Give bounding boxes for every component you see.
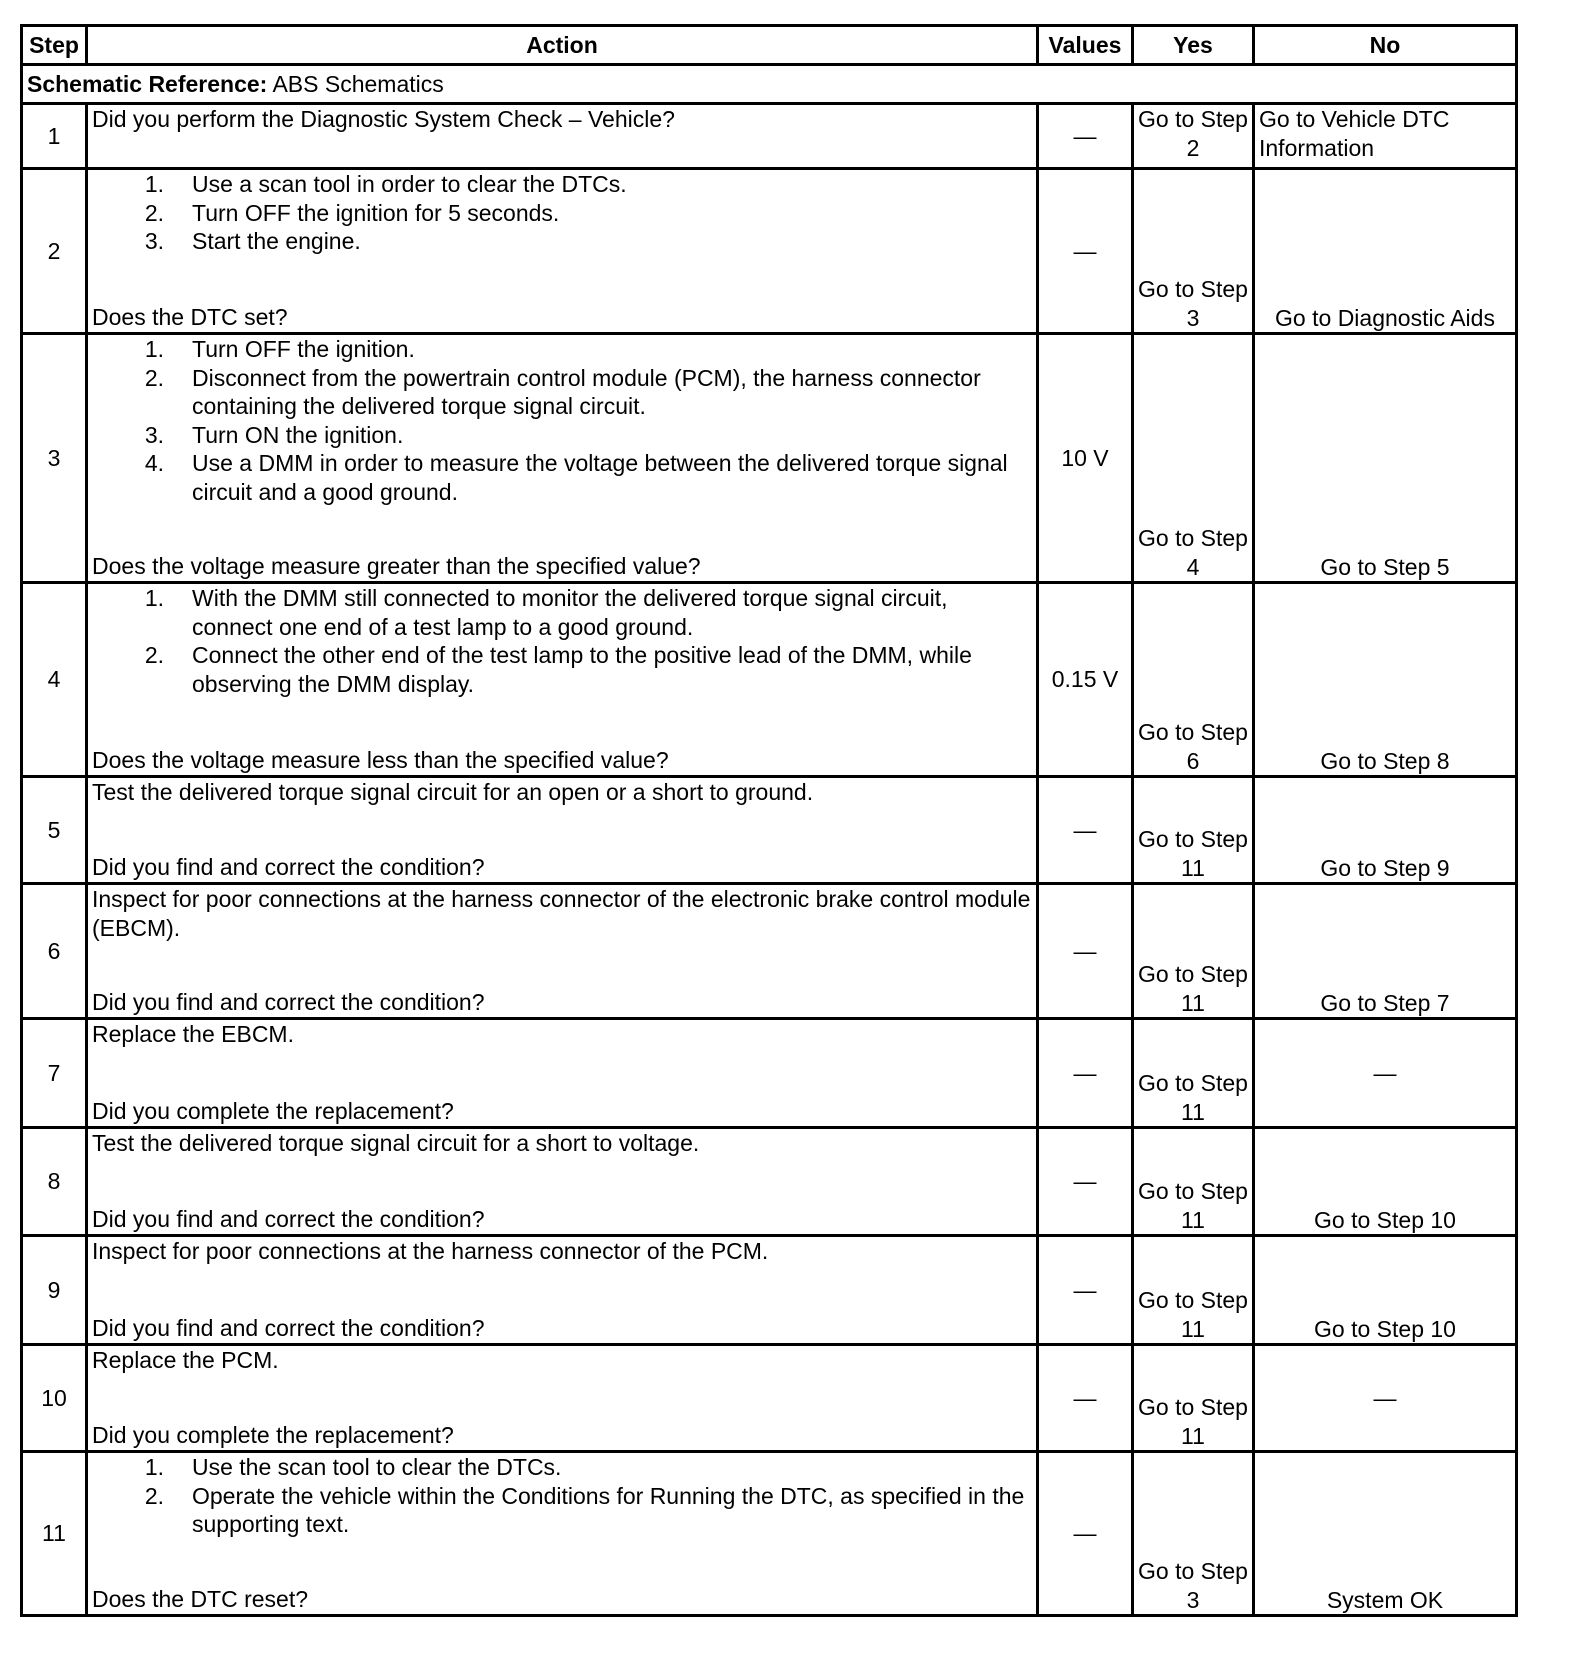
step-number: 2. — [144, 364, 164, 391]
yes-cell[interactable]: Go to Step 11 — [1133, 777, 1254, 884]
step-number-cell: 2 — [22, 169, 87, 334]
values-cell: 10 V — [1038, 334, 1133, 583]
action-step — [92, 1453, 1032, 1482]
action-step — [92, 335, 1032, 364]
header-row — [22, 26, 1517, 65]
action-cell — [87, 104, 1038, 169]
no-cell[interactable]: Go to Step 7 — [1254, 884, 1517, 1019]
action-question: Did you complete the replacement? — [92, 1421, 454, 1448]
values-cell: — — [1038, 104, 1133, 169]
action-step-text: Disconnect from the powertrain control module (PCM), the harness connector containing the delivered torque signal circuit. — [192, 364, 981, 419]
action-text: Replace the EBCM. — [92, 1021, 294, 1047]
action-step — [92, 170, 1032, 199]
action-steps — [92, 584, 1032, 698]
step-number: 3. — [144, 421, 164, 448]
action-step-text: Use a DMM in order to measure the voltage between the delivered torque signal circuit and a good ground. — [192, 450, 1008, 505]
header-values: Values — [1038, 26, 1133, 65]
action-cell — [87, 884, 1038, 1019]
values-cell: — — [1038, 1345, 1133, 1452]
step-number: 3. — [144, 228, 164, 254]
step-number: 1. — [144, 585, 164, 611]
action-step — [92, 227, 1032, 256]
step-number: 4. — [144, 450, 164, 476]
header-action: Action — [87, 26, 1038, 65]
action-text: Test the delivered torque signal circuit for an open or a short to ground. — [92, 779, 814, 805]
action-step — [92, 584, 1032, 641]
yes-cell[interactable]: Go to Step 11 — [1133, 1128, 1254, 1236]
table-row — [22, 583, 1517, 777]
action-text: Inspect for poor connections at the harness connector of the electronic brake control module (EBCM). — [92, 886, 1031, 941]
action-cell — [87, 1128, 1038, 1236]
no-cell[interactable]: Go to Step 9 — [1254, 777, 1517, 884]
header-step: Step — [22, 26, 87, 65]
action-cell — [87, 1019, 1038, 1128]
action-step — [92, 364, 1032, 421]
no-cell[interactable]: Go to Diagnostic Aids — [1254, 169, 1517, 334]
table-row — [22, 1236, 1517, 1345]
table-row — [22, 104, 1517, 169]
action-question: Did you find and correct the condition? — [92, 988, 485, 1015]
action-step-text: Start the engine. — [192, 228, 361, 254]
header-no: No — [1254, 26, 1517, 65]
action-step-text: Turn OFF the ignition. — [192, 336, 415, 362]
action-step — [92, 641, 1032, 698]
action-steps — [92, 170, 1032, 256]
yes-cell[interactable]: Go to Step 6 — [1133, 583, 1254, 777]
no-cell[interactable]: — — [1254, 1345, 1517, 1452]
values-cell: — — [1038, 1128, 1133, 1236]
step-number: 2. — [144, 642, 164, 668]
diagnostic-table — [20, 24, 1518, 1617]
action-step — [92, 1482, 1032, 1539]
action-question: Does the voltage measure greater than the specified value? — [92, 552, 701, 579]
step-number-cell: 3 — [22, 334, 87, 583]
step-number: 1. — [144, 171, 164, 197]
values-cell: — — [1038, 1019, 1133, 1128]
yes-cell[interactable]: Go to Step 3 — [1133, 1452, 1254, 1616]
header-yes: Yes — [1133, 26, 1254, 65]
schematic-reference — [22, 65, 1517, 104]
action-cell — [87, 1345, 1038, 1452]
no-cell[interactable]: System OK — [1254, 1452, 1517, 1616]
yes-cell[interactable]: Go to Step 11 — [1133, 1345, 1254, 1452]
action-text: Test the delivered torque signal circuit for a short to voltage. — [92, 1130, 700, 1156]
action-step-text: With the DMM still connected to monitor the delivered torque signal circuit, connect one end of a test lamp to a good ground. — [192, 585, 948, 640]
yes-cell[interactable]: Go to Step 2 — [1133, 104, 1254, 169]
action-cell — [87, 334, 1038, 583]
values-cell: — — [1038, 1236, 1133, 1345]
step-number-cell: 7 — [22, 1019, 87, 1128]
table-row — [22, 1019, 1517, 1128]
step-number: 1. — [144, 1454, 164, 1480]
action-step — [92, 199, 1032, 228]
action-step — [92, 421, 1032, 450]
action-step — [92, 449, 1032, 506]
action-step-text: Operate the vehicle within the Conditions for Running the DTC, as specified in the supporting text. — [192, 1482, 1025, 1537]
table-row — [22, 884, 1517, 1019]
schematic-reference-link[interactable]: ABS Schematics — [272, 70, 444, 97]
action-step-text: Connect the other end of the test lamp to the positive lead of the DMM, while observing the DMM display. — [192, 642, 972, 697]
yes-cell[interactable]: Go to Step 11 — [1133, 1236, 1254, 1345]
table-row — [22, 1345, 1517, 1452]
step-number: 2. — [144, 1482, 164, 1509]
step-number-cell: 10 — [22, 1345, 87, 1452]
action-cell — [87, 777, 1038, 884]
action-text: Replace the PCM. — [92, 1347, 279, 1373]
no-cell[interactable]: Go to Vehicle DTC Information — [1254, 104, 1517, 169]
action-cell — [87, 169, 1038, 334]
yes-cell[interactable]: Go to Step 3 — [1133, 169, 1254, 334]
no-cell[interactable]: Go to Step 5 — [1254, 334, 1517, 583]
action-step-text: Use a scan tool in order to clear the DTCs. — [192, 171, 627, 197]
action-question: Does the DTC reset? — [92, 1585, 309, 1612]
schematic-reference-row — [22, 65, 1517, 104]
schematic-reference-label: Schematic Reference: — [27, 70, 268, 97]
action-question: Did you find and correct the condition? — [92, 1205, 485, 1232]
step-number-cell: 4 — [22, 583, 87, 777]
values-cell: — — [1038, 884, 1133, 1019]
action-question: Does the voltage measure less than the specified value? — [92, 746, 669, 773]
action-question: Did you perform the Diagnostic System Check – Vehicle? — [92, 106, 675, 132]
values-cell: — — [1038, 777, 1133, 884]
action-cell — [87, 1236, 1038, 1345]
action-step-text: Use the scan tool to clear the DTCs. — [192, 1454, 562, 1480]
values-cell: — — [1038, 169, 1133, 334]
step-number-cell: 11 — [22, 1452, 87, 1616]
step-number-cell: 1 — [22, 104, 87, 169]
action-step-text: Turn ON the ignition. — [192, 421, 404, 448]
step-number-cell: 8 — [22, 1128, 87, 1236]
table-row — [22, 1452, 1517, 1616]
action-question: Did you find and correct the condition? — [92, 1314, 485, 1341]
no-cell[interactable]: — — [1254, 1019, 1517, 1128]
values-cell: — — [1038, 1452, 1133, 1616]
no-cell[interactable]: Go to Step 10 — [1254, 1236, 1517, 1345]
no-cell[interactable]: Go to Step 8 — [1254, 583, 1517, 777]
values-cell: 0.15 V — [1038, 583, 1133, 777]
action-question: Did you complete the replacement? — [92, 1097, 454, 1124]
table-row — [22, 777, 1517, 884]
action-cell — [87, 1452, 1038, 1616]
table-row — [22, 169, 1517, 334]
action-question: Does the DTC set? — [92, 303, 288, 330]
action-question: Did you find and correct the condition? — [92, 853, 485, 880]
step-number-cell: 9 — [22, 1236, 87, 1345]
action-step-text: Turn OFF the ignition for 5 seconds. — [192, 199, 560, 226]
action-text: Inspect for poor connections at the harness connector of the PCM. — [92, 1238, 769, 1264]
yes-cell[interactable]: Go to Step 11 — [1133, 1019, 1254, 1128]
action-cell — [87, 583, 1038, 777]
step-number: 1. — [144, 336, 164, 362]
action-steps — [92, 335, 1032, 506]
yes-cell[interactable]: Go to Step 4 — [1133, 334, 1254, 583]
table-row — [22, 1128, 1517, 1236]
yes-cell[interactable]: Go to Step 11 — [1133, 884, 1254, 1019]
step-number-cell: 6 — [22, 884, 87, 1019]
step-number-cell: 5 — [22, 777, 87, 884]
no-cell[interactable]: Go to Step 10 — [1254, 1128, 1517, 1236]
table-row — [22, 334, 1517, 583]
action-steps — [92, 1453, 1032, 1539]
step-number: 2. — [144, 199, 164, 226]
